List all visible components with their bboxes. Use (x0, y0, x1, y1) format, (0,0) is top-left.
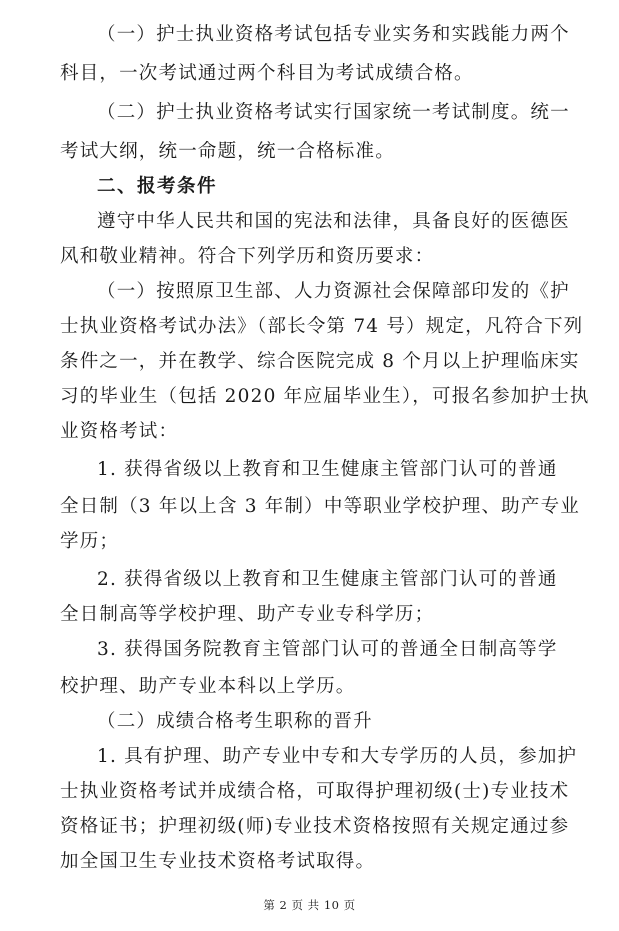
text-line: 1. 获得省级以上教育和卫生健康主管部门认可的普通 (97, 459, 558, 480)
text-line: 学历； (60, 531, 120, 552)
text-line: 习的毕业生（包括 2020 年应届毕业生），可报名参加护士执 (60, 386, 590, 407)
text-line: 2. 获得省级以上教育和卫生健康主管部门认可的普通 (97, 569, 558, 590)
text-line: 条件之一，并在教学、综合医院完成 8 个月以上护理临床实 (60, 351, 580, 372)
page-number-footer: 第 2 页 共 10 页 (263, 898, 356, 912)
section-heading: 二、报考条件 (97, 176, 218, 197)
text-line: 风和敬业精神。符合下列学历和资历要求： (60, 246, 435, 267)
text-line: 加全国卫生专业技术资格考试取得。 (60, 851, 376, 872)
subsection-heading: （二）成绩合格考生职称的晋升 (97, 711, 373, 732)
text-line: 1. 具有护理、助产专业中专和大专学历的人员，参加护 (97, 746, 578, 767)
text-line: （一）按照原卫生部、人力资源社会保障部印发的《护 (97, 281, 570, 302)
text-line: 士执业资格考试并成绩合格，可取得护理初级(士)专业技术 (60, 781, 570, 802)
text-line: 考试大纲，统一命题，统一合格标准。 (60, 141, 395, 162)
text-line: （二）护士执业资格考试实行国家统一考试制度。统一 (97, 102, 570, 123)
text-line: 士执业资格考试办法》（部长令第 74 号）规定，凡符合下列 (60, 316, 584, 337)
text-line: 全日制（3 年以上含 3 年制）中等职业学校护理、助产专业 (60, 496, 580, 517)
text-line: 资格证书；护理初级(师)专业技术资格按照有关规定通过参 (60, 816, 570, 837)
text-line: 全日制高等学校护理、助产专业专科学历； (60, 604, 435, 625)
text-line: 科目，一次考试通过两个科目为考试成绩合格。 (60, 63, 474, 84)
text-line: 校护理、助产专业本科以上学历。 (60, 676, 356, 697)
text-line: （一）护士执业资格考试包括专业实务和实践能力两个 (97, 24, 570, 45)
text-line: 业资格考试： (60, 421, 179, 442)
text-line: 遵守中华人民共和国的宪法和法律，具备良好的医德医 (97, 211, 570, 232)
text-line: 3. 获得国务院教育主管部门认可的普通全日制高等学 (97, 639, 558, 660)
